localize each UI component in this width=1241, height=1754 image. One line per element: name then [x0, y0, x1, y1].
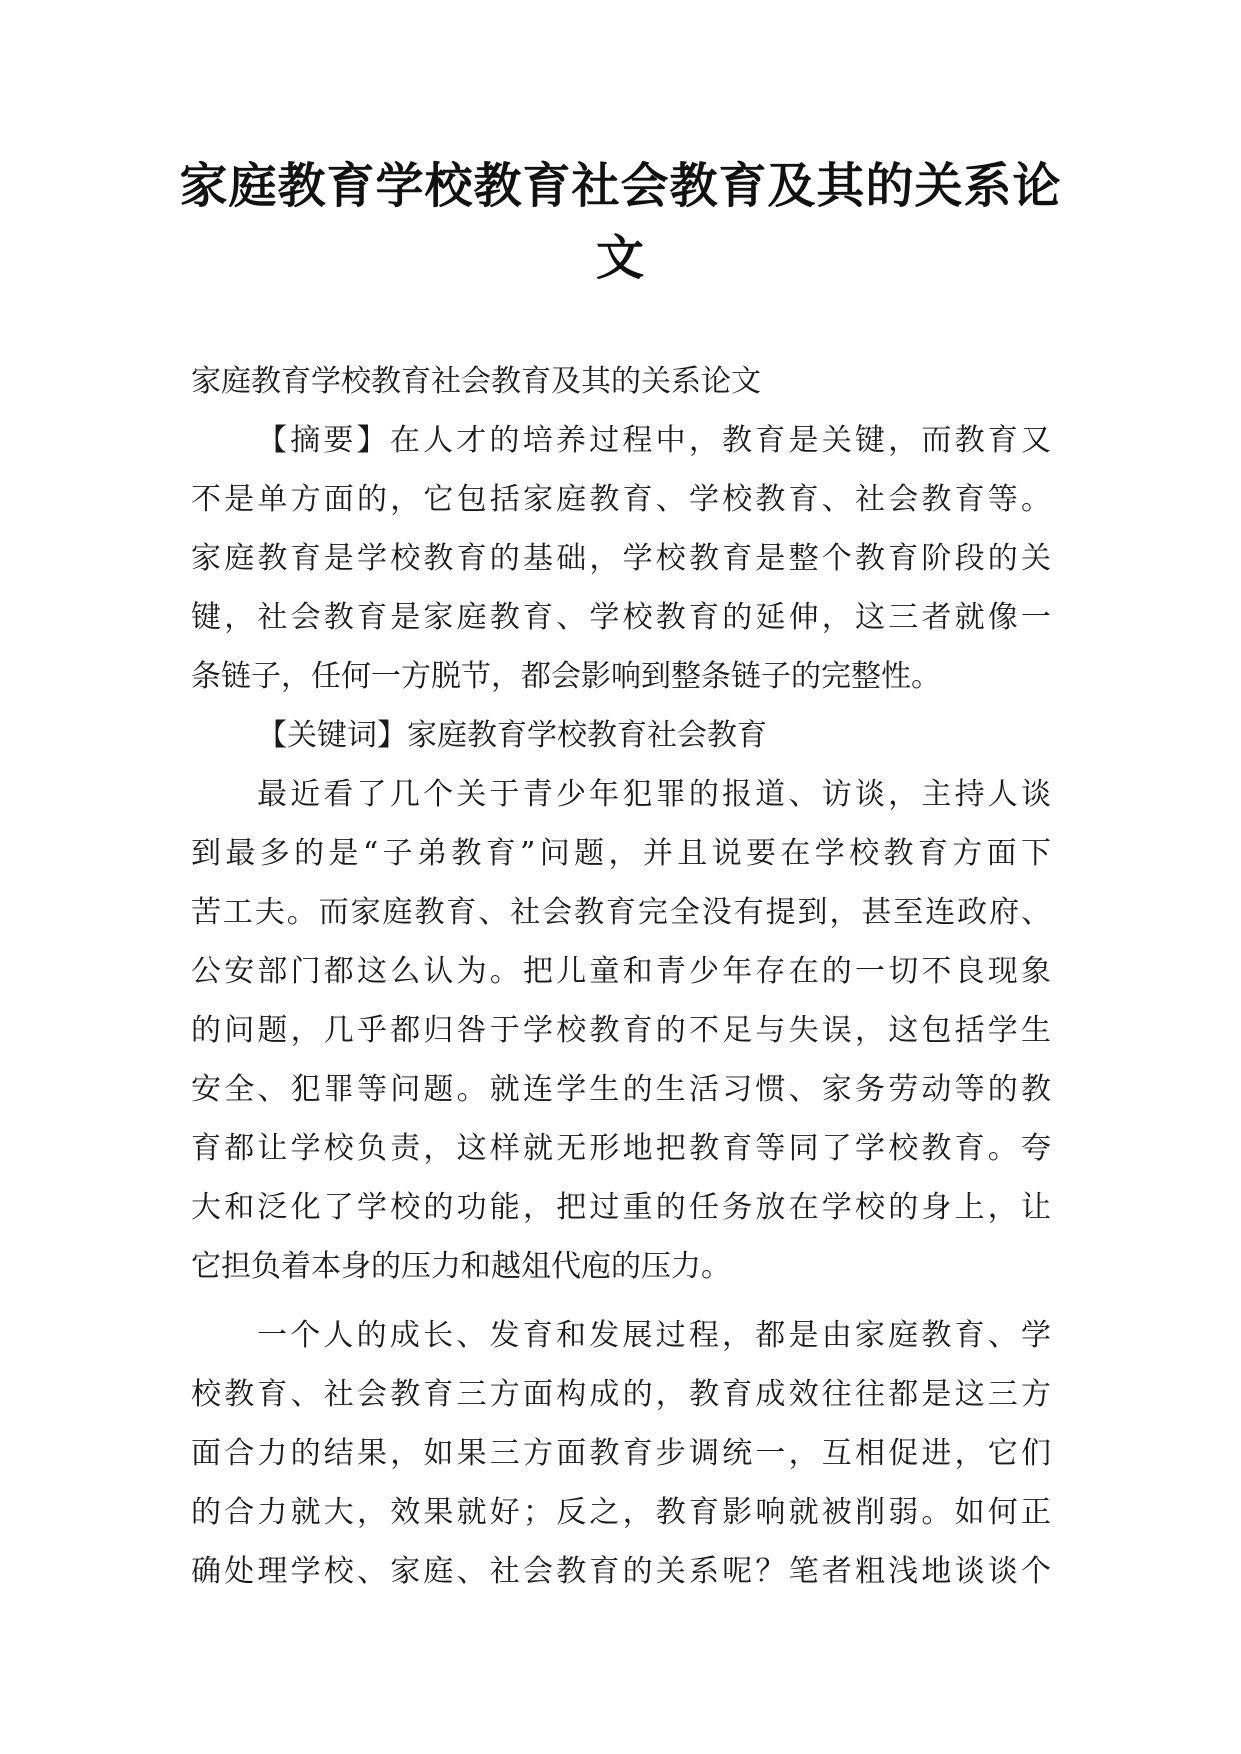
document-title [0, 150, 1241, 294]
paragraph-line: 面合力的结果，如果三方面教育步调统一，互相促进，它们 [191, 1436, 1051, 1471]
title-line-2: 文 [595, 230, 645, 286]
subtitle-line: 家庭教育学校教育社会教育及其的关系论文 [191, 364, 761, 399]
paragraph-line: 最近看了几个关于青少年犯罪的报道、访谈，主持人谈 [257, 777, 1051, 812]
keywords-line: 【关键词】家庭教育学校教育社会教育 [257, 718, 767, 753]
paragraph-line: 育都让学校负责，这样就无形地把教育等同了学校教育。夸 [191, 1131, 1051, 1166]
paragraph-line: 校教育、社会教育三方面构成的，教育成效往往都是这三方 [191, 1377, 1051, 1412]
paragraph-line: 确处理学校、家庭、社会教育的关系呢？笔者粗浅地谈谈个 [191, 1554, 1051, 1589]
paragraph-line: 的合力就大，效果就好；反之，教育影响就被削弱。如何正 [191, 1495, 1051, 1530]
paragraph-line: 它担负着本身的压力和越俎代庖的压力。 [191, 1249, 731, 1284]
paragraph-line: 一个人的成长、发育和发展过程，都是由家庭教育、学 [257, 1318, 1051, 1353]
paragraph-line: 大和泛化了学校的功能，把过重的任务放在学校的身上，让 [191, 1190, 1051, 1225]
paragraph-line: 安全、犯罪等问题。就连学生的生活习惯、家务劳动等的教 [191, 1072, 1051, 1107]
abstract-line: 不是单方面的，它包括家庭教育、学校教育、社会教育等。 [191, 482, 1051, 517]
paragraph-line: 的问题，几乎都归咎于学校教育的不足与失误，这包括学生 [191, 1013, 1051, 1048]
paragraph-line: 到最多的是“子弟教育”问题，并且说要在学校教育方面下 [191, 836, 1051, 871]
abstract-line: 家庭教育是学校教育的基础，学校教育是整个教育阶段的关 [191, 541, 1051, 576]
abstract-line: 【摘要】在人才的培养过程中，教育是关键，而教育又 [257, 423, 1051, 458]
abstract-line: 条链子，任何一方脱节，都会影响到整条链子的完整性。 [191, 659, 941, 694]
title-line-1: 家庭教育学校教育社会教育及其的关系论 [179, 158, 1062, 214]
paragraph-line: 公安部门都这么认为。把儿童和青少年存在的一切不良现象 [191, 954, 1051, 989]
abstract-line: 键，社会教育是家庭教育、学校教育的延伸，这三者就像一 [191, 600, 1051, 635]
paragraph-line: 苦工夫。而家庭教育、社会教育完全没有提到，甚至连政府、 [191, 895, 1051, 930]
document-body [191, 352, 1051, 1601]
